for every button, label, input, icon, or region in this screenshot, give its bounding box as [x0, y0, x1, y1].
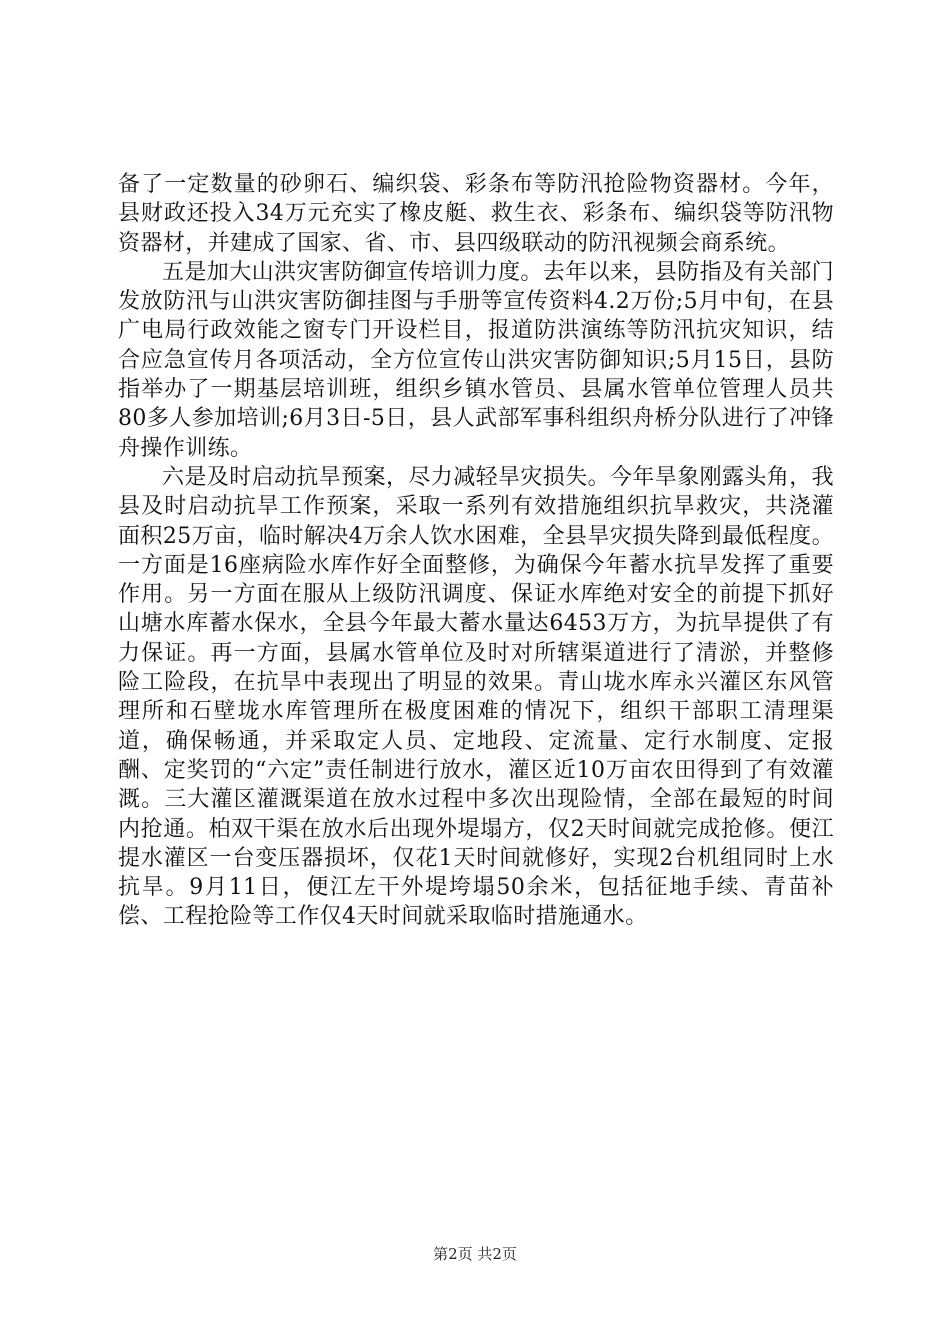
paragraph-materials: 备了一定数量的砂卵石、编织袋、彩条布等防汛抢险物资器材。今年，县财政还投入34万元充实了橡皮艇、救生衣、彩条布、编织袋等防汛物资器材，并建成了国家、省、市、县四级联动的防汛视频会商系统。	[118, 172, 834, 256]
document-body	[118, 170, 834, 932]
paragraph-drought-relief: 六是及时启动抗旱预案，尽力减轻旱灾损失。今年旱象刚露头角，我县及时启动抗旱工作预案，采取一系列有效措施组织抗旱救灾，共浇灌面积25万亩，临时解决4万余人饮水困难，全县旱灾损失降到最低程度。一方面是16座病险水库作好全面整修，为确保今年蓄水抗旱发挥了重要作用。另一方面在服从上级防汛调度、保证水库绝对安全的前提下抓好山塘水库蓄水保水，全县今年最大蓄水量达6453万方，为抗旱提供了有力保证。再一方面，县属水管单位及时对所辖渠道进行了清淤，并整修险工险段，在抗旱中表现出了明显的效果。青山垅水库永兴灌区东风管理所和石壁垅水库管理所在极度困难的情况下，组织干部职工清理渠道，确保畅通，并采取定人员、定地段、定流量、定行水制度、定报酬、定奖罚的“六定”责任制进行放水，灌区近10万亩农田得到了有效灌溉。三大灌区灌溉渠道在放水过程中多次出现险情，全部在最短的时间内抢通。柏双干渠在放水后出现外堤塌方，仅2天时间就完成抢修。便江提水灌区一台变压器损坏，仅花1天时间就修好，实现2台机组同时上水抗旱。9月11日，便江左干外堤垮塌50余米，包括征地手续、青苗补偿、工程抢险等工作仅4天时间就采取临时措施通水。	[118, 464, 835, 930]
page-footer: 第2页 共2页	[433, 1245, 517, 1263]
paragraph-publicity-training: 五是加大山洪灾害防御宣传培训力度。去年以来，县防指及有关部门发放防汛与山洪灾害防御挂图与手册等宣传资料4.2万份;5月中旬，在县广电局行政效能之窗专门开设栏目，报道防洪演练等防汛抗灾知识，结合应急宣传月各项活动，全方位宣传山洪灾害防御知识;5月15日，县防指举办了一期基层培训班，组织乡镇水管员、县属水管单位管理人员共80多人参加培训;6月3日-5日，县人武部军事科组织舟桥分队进行了冲锋舟操作训练。	[118, 259, 835, 461]
